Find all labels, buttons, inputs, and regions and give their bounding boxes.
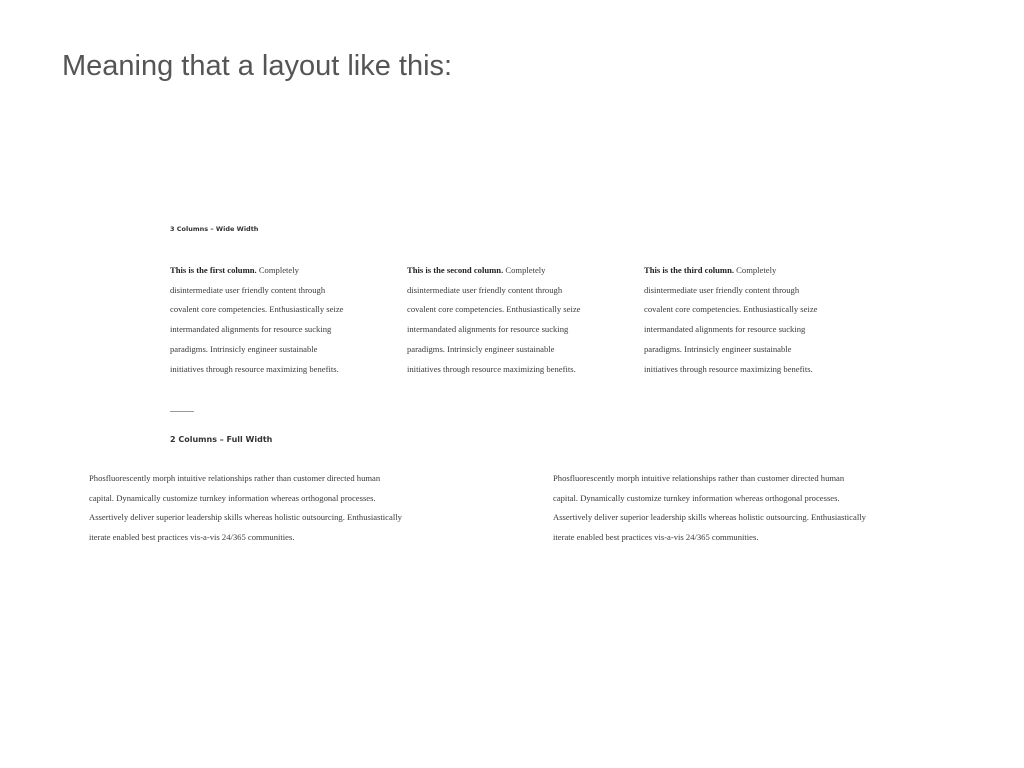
column-line: intermandated alignments for resource sucking <box>644 324 806 335</box>
column-lead: This is the second column. <box>407 265 504 275</box>
column-line: covalent core competencies. Enthusiastically seize <box>170 304 344 315</box>
column-line: Assertively deliver superior leadership skills whereas holistic outsourcing. Enthusiastically <box>89 512 402 523</box>
column-line: This is the first column. Completely <box>170 265 299 275</box>
column-line: This is the third column. Completely <box>644 265 777 275</box>
column-line: Phosfluorescently morph intuitive relationships rather than customer directed human <box>89 473 381 483</box>
column-line: iterate enabled best practices vis-a-vis 24/365 communities. <box>89 532 295 543</box>
three-columns-column-2 <box>407 261 637 379</box>
column-line: capital. Dynamically customize turnkey information whereas orthogonal processes. <box>553 492 840 503</box>
column-line: intermandated alignments for resource sucking <box>407 324 569 335</box>
column-line: Phosfluorescently morph intuitive relationships rather than customer directed human <box>553 473 845 483</box>
two-columns-column-1 <box>89 469 489 548</box>
two-columns-column-2 <box>553 469 953 548</box>
three-columns-column-3 <box>644 261 874 379</box>
column-line: iterate enabled best practices vis-a-vis 24/365 communities. <box>553 532 759 543</box>
column-line: paradigms. Intrinsicly engineer sustainable <box>407 343 555 354</box>
column-lead: This is the first column. <box>170 265 257 275</box>
two-columns-heading: 2 Columns – Full Width <box>170 435 273 444</box>
slide-title: Meaning that a layout like this: <box>62 50 453 82</box>
column-line: covalent core competencies. Enthusiastically seize <box>644 304 818 315</box>
column-line: disintermediate user friendly content through <box>407 284 563 295</box>
column-lead: This is the third column. <box>644 265 735 275</box>
column-line: capital. Dynamically customize turnkey information whereas orthogonal processes. <box>89 492 376 503</box>
section-divider <box>170 411 194 412</box>
column-line: covalent core competencies. Enthusiastically seize <box>407 304 581 315</box>
column-line: initiatives through resource maximizing benefits. <box>644 363 813 374</box>
column-line: initiatives through resource maximizing benefits. <box>407 363 576 374</box>
three-columns-heading: 3 Columns – Wide Width <box>170 225 259 233</box>
column-line: disintermediate user friendly content through <box>644 284 800 295</box>
three-columns-column-1 <box>170 261 400 379</box>
column-line: Assertively deliver superior leadership skills whereas holistic outsourcing. Enthusiastically <box>553 512 866 523</box>
column-line: initiatives through resource maximizing benefits. <box>170 363 339 374</box>
column-line: intermandated alignments for resource sucking <box>170 324 332 335</box>
column-line: disintermediate user friendly content through <box>170 284 326 295</box>
column-line: This is the second column. Completely <box>407 265 546 275</box>
column-line: paradigms. Intrinsicly engineer sustainable <box>644 343 792 354</box>
column-line: paradigms. Intrinsicly engineer sustainable <box>170 343 318 354</box>
